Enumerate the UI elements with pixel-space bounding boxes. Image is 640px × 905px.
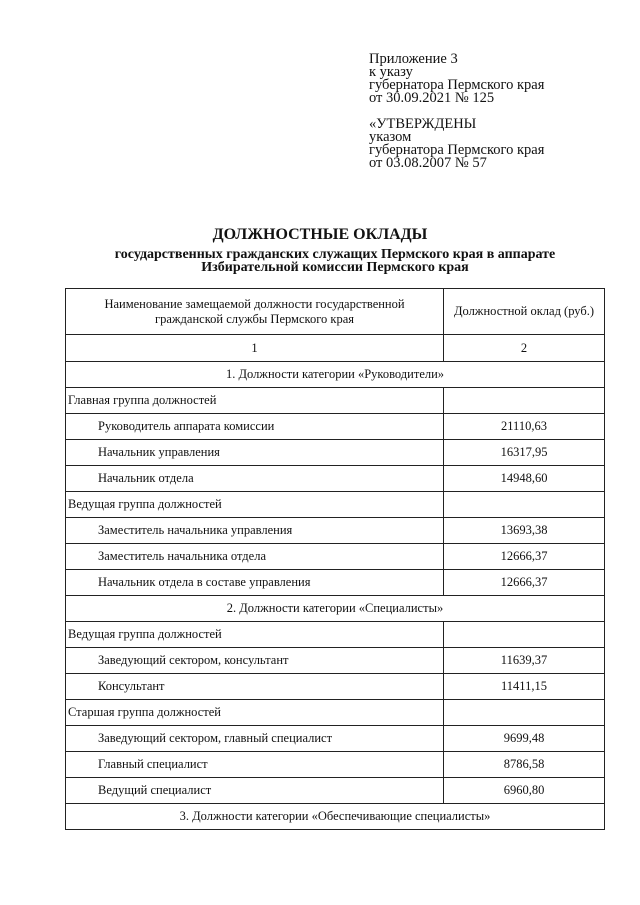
group-salary-empty <box>444 622 605 648</box>
position-salary: 12666,37 <box>444 544 605 570</box>
approval-line-3: губернатора Пермского края <box>369 142 545 158</box>
table-row <box>66 778 605 804</box>
group-row <box>66 388 605 414</box>
category-row <box>66 596 605 622</box>
appendix-block <box>369 53 544 105</box>
category-row <box>66 804 605 830</box>
table-header-row <box>66 289 605 335</box>
position-salary: 8786,58 <box>444 752 605 778</box>
document-title: ДОЛЖНОСТНЫЕ ОКЛАДЫ <box>212 226 428 243</box>
table-row <box>66 726 605 752</box>
position-name: Руководитель аппарата комиссии <box>66 414 444 440</box>
table-row <box>66 440 605 466</box>
subtitle-line-1: государственных гражданских служащих Пермского края в аппарате <box>114 247 556 262</box>
category-title: 3. Должности категории «Обеспечивающие специалисты» <box>66 804 605 830</box>
group-salary-empty <box>444 388 605 414</box>
position-salary: 14948,60 <box>444 466 605 492</box>
table-row <box>66 414 605 440</box>
group-row <box>66 492 605 518</box>
position-name: Заведующий сектором, главный специалист <box>66 726 444 752</box>
position-name: Заместитель начальника управления <box>66 518 444 544</box>
group-row <box>66 700 605 726</box>
position-salary: 9699,48 <box>444 726 605 752</box>
position-salary: 6960,80 <box>444 778 605 804</box>
table-row <box>66 466 605 492</box>
position-name: Заведующий сектором, консультант <box>66 648 444 674</box>
position-name: Начальник отдела в составе управления <box>66 570 444 596</box>
appendix-line-1: Приложение 3 <box>369 51 458 67</box>
group-title: Главная группа должностей <box>66 388 444 414</box>
position-name: Начальник управления <box>66 440 444 466</box>
group-title: Ведущая группа должностей <box>66 492 444 518</box>
salary-table <box>65 288 605 830</box>
table-row <box>66 674 605 700</box>
category-row <box>66 362 605 388</box>
column-number-1: 1 <box>66 335 444 362</box>
position-salary: 21110,63 <box>444 414 605 440</box>
approval-line-2: указом <box>369 129 412 145</box>
position-salary: 11411,15 <box>444 674 605 700</box>
document-subtitle <box>70 248 600 274</box>
group-row <box>66 622 605 648</box>
table-row <box>66 518 605 544</box>
header-salary: Должностной оклад (руб.) <box>444 289 605 335</box>
appendix-line-2: к указу <box>369 64 413 80</box>
position-salary: 16317,95 <box>444 440 605 466</box>
subtitle-line-2: Избирательной комиссии Пермского края <box>201 260 469 275</box>
group-salary-empty <box>444 492 605 518</box>
category-title: 1. Должности категории «Руководители» <box>66 362 605 388</box>
group-title: Ведущая группа должностей <box>66 622 444 648</box>
header-position-name: Наименование замещаемой должности государственной гражданской службы Пермского края <box>66 289 444 335</box>
appendix-line-4: от 30.09.2021 № 125 <box>369 90 495 106</box>
table-row <box>66 544 605 570</box>
category-title: 2. Должности категории «Специалисты» <box>66 596 605 622</box>
approval-line-4: от 03.08.2007 № 57 <box>369 155 487 171</box>
position-salary: 13693,38 <box>444 518 605 544</box>
position-salary: 11639,37 <box>444 648 605 674</box>
column-number-row <box>66 335 605 362</box>
column-number-2: 2 <box>444 335 605 362</box>
table-row <box>66 648 605 674</box>
group-title: Старшая группа должностей <box>66 700 444 726</box>
approval-block <box>369 118 544 170</box>
table-row <box>66 570 605 596</box>
position-name: Консультант <box>66 674 444 700</box>
group-salary-empty <box>444 700 605 726</box>
position-name: Главный специалист <box>66 752 444 778</box>
position-name: Начальник отдела <box>66 466 444 492</box>
approval-line-1: «УТВЕРЖДЕНЫ <box>369 116 477 132</box>
appendix-line-3: губернатора Пермского края <box>369 77 545 93</box>
position-salary: 12666,37 <box>444 570 605 596</box>
position-name: Ведущий специалист <box>66 778 444 804</box>
table-row <box>66 752 605 778</box>
position-name: Заместитель начальника отдела <box>66 544 444 570</box>
